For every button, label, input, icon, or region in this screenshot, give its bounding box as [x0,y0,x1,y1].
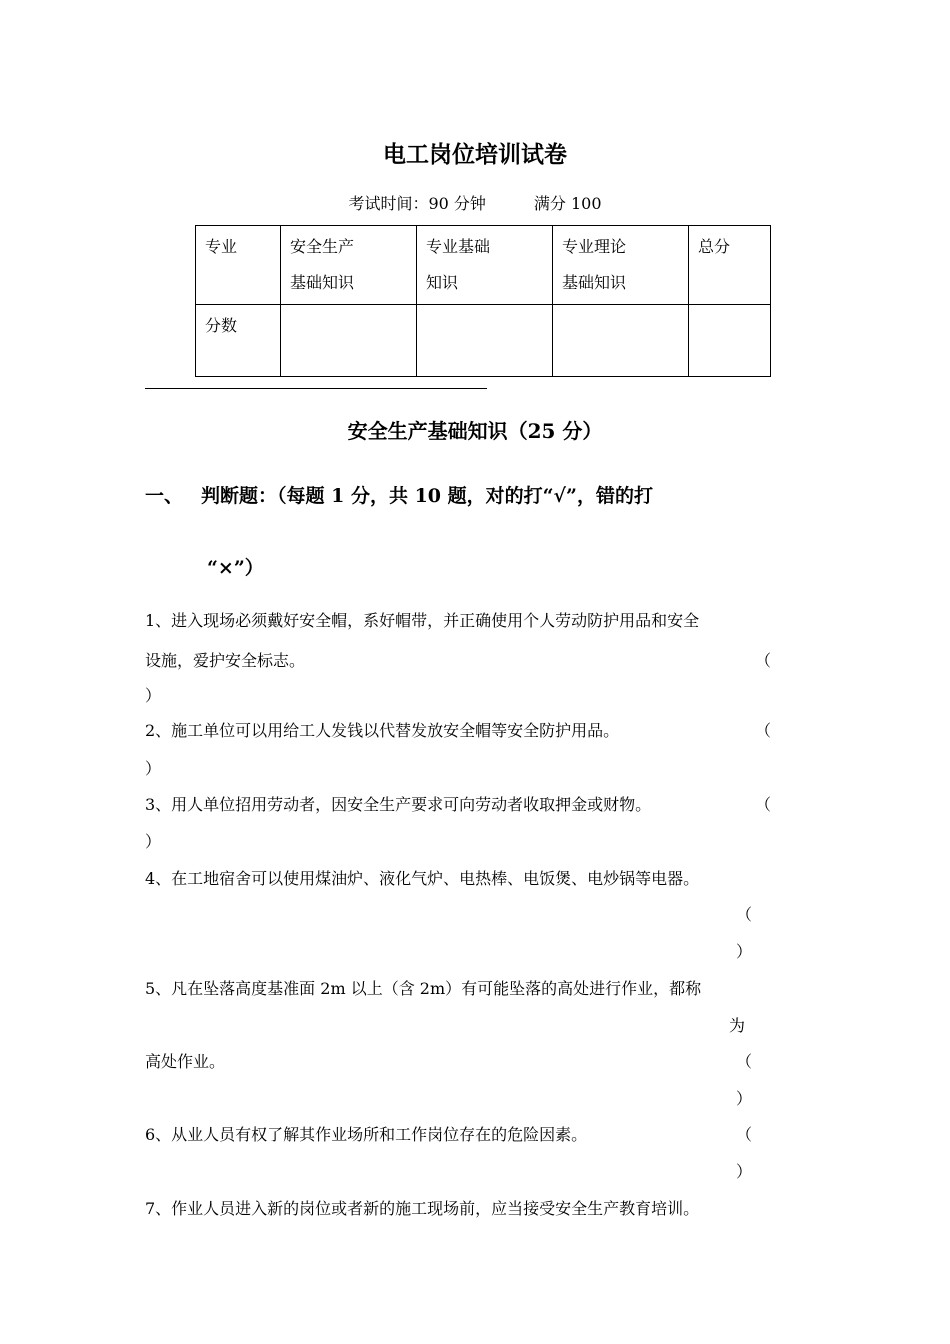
answer-paren-open-4[interactable]: （ [736,905,753,924]
exam-time: 考试时间：90 分钟 [348,194,486,213]
exam-title: 电工岗位培训试卷 [383,141,567,168]
question-1-line-1: 1、进入现场必须戴好安全帽，系好帽带，并正确使用个人劳动防护用品和安全 [145,611,700,630]
score-table-score-row [196,305,771,377]
answer-paren-close-5[interactable]: ） [736,1089,753,1108]
part-heading-text: 判断题：（每题 1 分，共 10 题，对的打“√”，错的打 [201,485,653,507]
full-score: 满分 100 [533,194,602,213]
answer-paren-open-5[interactable]: （ [736,1052,753,1071]
score-cell-theory[interactable] [553,305,689,377]
answer-paren-close-3[interactable]: ） [145,832,162,851]
exam-info [0,191,950,214]
header-cell-total: 总分 [689,226,771,305]
score-table [195,225,771,377]
answer-paren-close-4[interactable]: ） [736,942,753,961]
header-cell-major: 专业 [196,226,281,305]
question-6: 6、从业人员有权了解其作业场所和工作岗位存在的危险因素。 [145,1125,588,1144]
score-cell-total[interactable] [689,305,771,377]
question-7: 7、作业人员进入新的岗位或者新的施工现场前，应当接受安全生产教育培训。 [145,1199,700,1218]
answer-paren-open-1[interactable]: （ [755,651,772,670]
question-1-line-2: 设施，爱护安全标志。 [145,651,306,670]
score-cell-basic[interactable] [417,305,553,377]
answer-paren-close-2[interactable]: ） [145,759,162,778]
part-number: 一、 [145,485,184,507]
header-cell-safety: 安全生产 基础知识 [281,226,417,305]
header-cell-theory: 专业理论 基础知识 [553,226,689,305]
header-cell-basic: 专业基础 知识 [417,226,553,305]
question-3: 3、用人单位招用劳动者，因安全生产要求可向劳动者收取押金或财物。 [145,795,652,814]
question-5-wrap-char: 为 [729,1016,746,1035]
row-label-score: 分数 [196,305,281,377]
score-cell-safety[interactable] [281,305,417,377]
answer-paren-open-3[interactable]: （ [755,795,772,814]
question-5-line-2: 高处作业。 [145,1052,226,1071]
part-heading-continued: “×”） [207,557,264,579]
question-4: 4、在工地宿舍可以使用煤油炉、液化气炉、电热棒、电饭煲、电炒锅等电器。 [145,869,700,888]
answer-paren-open-2[interactable]: （ [755,721,772,740]
divider-line [145,388,487,389]
score-table-header-row [196,226,771,305]
question-5-line-1: 5、凡在坠落高度基准面 2m 以上（含 2m）有可能坠落的高处进行作业，都称 [145,979,702,998]
answer-paren-close-1[interactable]: ） [145,686,162,705]
part-heading [145,481,653,508]
answer-paren-open-6[interactable]: （ [736,1125,753,1144]
answer-paren-close-6[interactable]: ） [736,1162,753,1181]
section-title: 安全生产基础知识（25 分） [347,419,603,443]
question-2: 2、施工单位可以用给工人发钱以代替发放安全帽等安全防护用品。 [145,721,620,740]
